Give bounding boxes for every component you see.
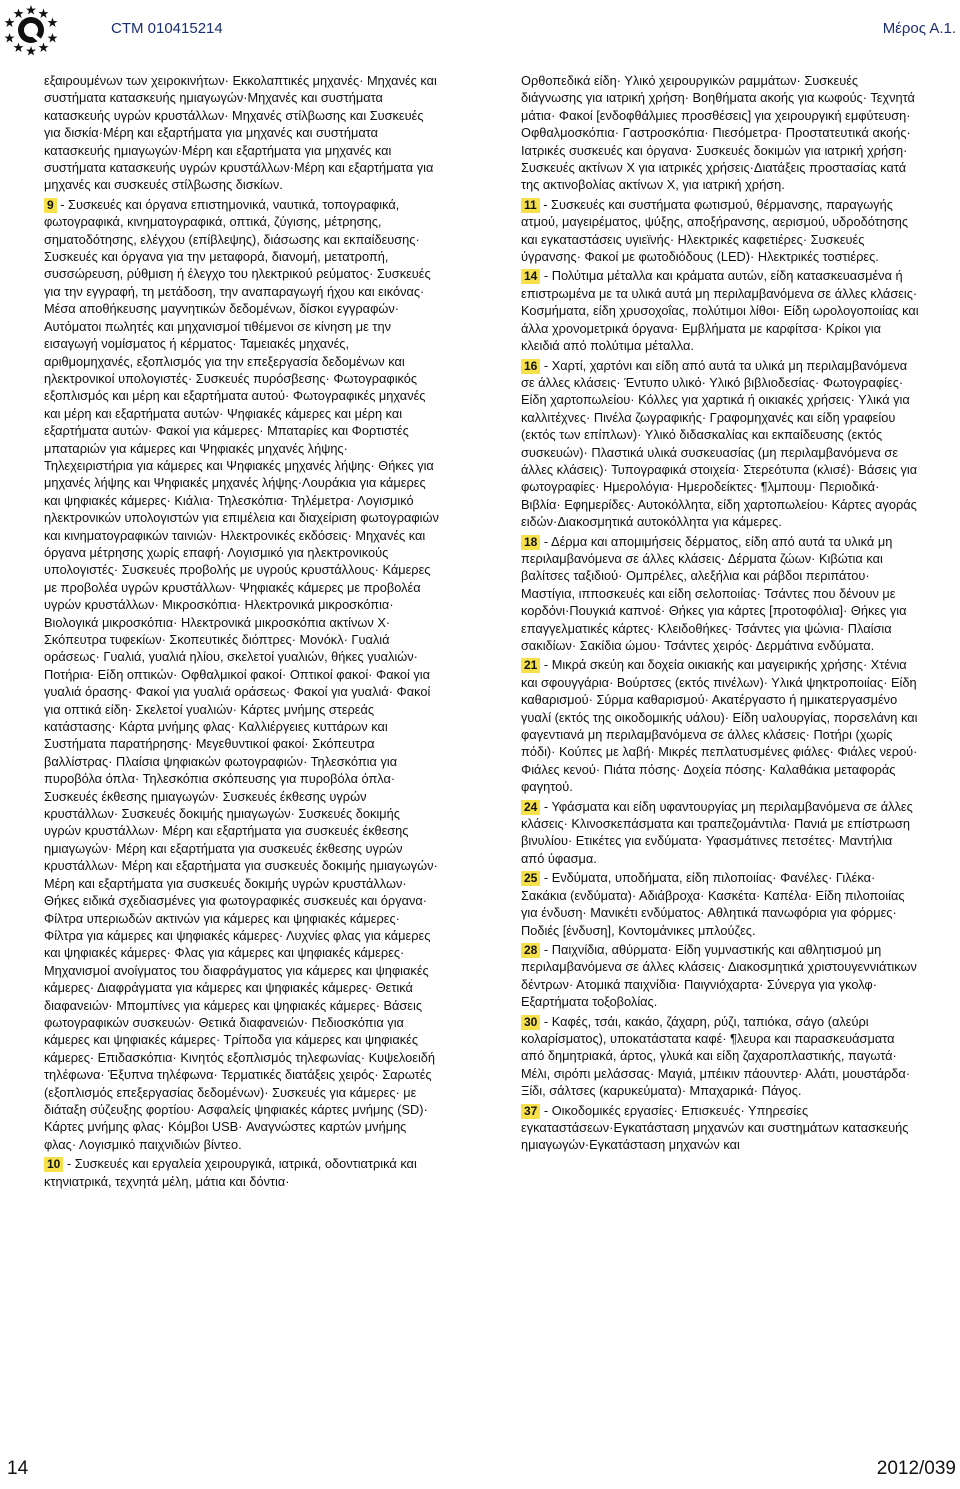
class-number-badge: 25	[521, 871, 540, 886]
left-column	[44, 72, 440, 1192]
class-entry-text: - Συσκευές και συστήματα φωτισμού, θέρμανσης, παραγωγής ατμού, μαγειρέματος, ψύξης, αποξήρανσης, αερισμού, υδροδότησης και εγκαταστάσεις υγιεϊνής· Ηλεκτρικές καφετιέρες· Συσκευές ύγρανσης· Φακοί με φωτοδιόδους (LED)· Ηλεκτρικές τοστιέρες.	[521, 196, 909, 265]
document-id: CTM 010415214	[111, 20, 223, 37]
class-entry	[521, 1013, 919, 1100]
section-label: Μέρος Α.1.	[882, 20, 956, 37]
class-entry	[521, 869, 919, 939]
class-number-badge: 18	[521, 535, 540, 550]
page-number: 14	[7, 1458, 29, 1479]
eu-emblem-icon	[3, 2, 59, 58]
class-number-badge: 9	[44, 198, 57, 213]
class-number-badge: 21	[521, 658, 540, 673]
class-number-badge: 28	[521, 943, 540, 958]
class-entry-text: - Δέρμα και απομιμήσεις δέρματος, είδη από αυτά τα υλικά μη περιλαμβανόμενα σε άλλες κλάσεις· Δέρματα ζώων· Κιβώτια και βαλίτσες ταξιδιού· Ομπρέλες, αλεξήλια και ράβδοι περιπάτου· Μαστίγια, ιπποσκευές και είδη σελοποιίας· Τσάντες που δένουν με κορδόνι·Πουγκιά καπνοέ· Θήκες για κάρτες [προτοφόλια]· Θήκες για επαγγελματικές κάρτες· Κλειδοθήκες· Τσάντες για ψώνια· Πλαίσια σακιδίων· Σακίδια ώμου· Τσάντες χειρός· Δερμάτινα ενδύματα.	[521, 533, 907, 653]
class-entry-text: - Παιχνίδια, αθύρματα· Είδη γυμναστικής και αθλητισμού μη περιλαμβανόμενα σε άλλες κλάσεις· Διακοσμητικά χριστουγεννιάτικων δέντρων· Ατομικά παιχνίδια· Παιγνιόχαρτα· Σύνεργα για γκολφ· Εξαρτήματα τοξοβολίας.	[521, 941, 917, 1010]
class-entry-text: - Υφάσματα και είδη υφαντουργίας μη περιλαμβανόμενα σε άλλες κλάσεις· Κλινοσκεπάσματα και τραπεζομάντιλα· Πανιά με επίστρωση βινυλίου· Ετικέτες για ενδύματα· Υφασμάτινες πετσέτες· Μαντήλια από ύφασμα.	[521, 798, 913, 866]
class-entry-text: - Χαρτί, χαρτόνι και είδη από αυτά τα υλικά μη περιλαμβανόμενα σε άλλες κλάσεις· Έντυπο υλικό· Υλικό βιβλιοδεσίας· Φωτογραφίες· Είδη χαρτοπωλείου· Κόλλες για χαρτικά ή οικιακές χρήσεις· Υλικά για καλλιτέχνες· Πινέλα ζωγραφικής· Γραφομηχανές και είδη γραφείου (εκτός των επίπλων)· Υλικό διδασκαλίας και εκπαίδευσης (εκτός συσκευών)· Πλαστικά υλικά συσκευασίας (μη περιλαμβανόμενα σε άλλες κλάσεις)· Τυπογραφικά στοιχεία· Στερεότυπα (κλισέ)· Βάσεις για φωτογραφίες· Ημερολόγια· Ημεροδείκτες· ¶λμπουμ· Περιοδικά· Βιβλία· Εφημερίδες· Αυτοκόλλητα, είδη χαρτοπωλείου· Κάρτες αγοράς ειδών·Διακοσμητικά αυτοκόλλητα για κάμερες.	[521, 357, 918, 530]
class-number-badge: 10	[44, 1157, 63, 1172]
page-header	[0, 0, 960, 62]
class-number-badge: 37	[521, 1104, 540, 1119]
class-entry	[521, 941, 919, 1011]
class-number-badge: 16	[521, 359, 540, 374]
class-entry-text: - Καφές, τσάι, κακάο, ζάχαρη, ρύζι, ταπιόκα, σάγο (αλεύρι κολαρίσματος), υποκατάστατα καφέ· ¶λευρα και παρασκευάσματα από δημητριακά, άρτος, γλυκά και είδη ζαχαροπλαστικής, παγωτά· Μέλι, σιρόπι μελάσσας· Μαγιά, μπέικιν πάουντερ· Αλάτι, μουστάρδα· Ξίδι, σάλτσες (καρυκεύματα)· Μπαχαρικά· Πάγος.	[521, 1013, 911, 1099]
class-entry-text: - Συσκευές και όργανα επιστημονικά, ναυτικά, τοπογραφικά, φωτογραφικά, κινηματογραφικά, οπτικά, ζύγισης, μέτρησης, σηματοδότησης, ελέγχου (επίβλεψης), διάσωσης και εκπαίδευσης· Συσκευές και όργανα για την μεταφορά, διανομή, μετατροπή, συσσώρευση, ρύθμιση ή έλεγχο του ηλεκτρικού ρεύματος· Συσκευές για την εγγραφή, τη μετάδοση, την αναπαραγωγή ήχου και εικόνας· Μέσα αποθήκευσης μαγνητικών δεδομένων, δίσκοι εγγραφών· Αυτόματοι πωλητές και μηχανισμοί τιθέμενοι σε κίνηση με την εισαγωγή νομίσματος ή κέρματος· Ταμειακές μηχανές, αριθμομηχανές, εξοπλισμός για την επεξεργασία δεδομένων και ηλεκτρονικοί υπολογιστές· Συσκευές πυρόσβεσης· Φωτογραφικός εξοπλισμός και μέρη και εξαρτήματα αυτού· Φωτογραφικές μηχανές και μέρη και εξαρτήματα αυτών· Ψηφιακές κάμερες και μέρη και εξαρτήματα αυτών· Φακοί για κάμερες· Μπαταρίες και Φορτιστές μπαταριών για κάμερες και Ψηφιακές μηχανές λήψης· Τηλεχειριστήρια για κάμερες και Ψηφιακές μηχανές λήψης· Θήκες για μηχανές λήψης και Ψηφιακές μηχανές λήψης·Λουράκια για κάμερες και ψηφιακές κάμερες· Κιάλια· Τηλεσκόπια· Τηλέμετρα· Λογισμικό ηλεκτρονικών υπολογιστών για επιμέλεια και διαχείριση φωτογραφιών και κινηματογραφικών ταινιών· Ηλεκτρονικές εκδόσεις· Μηχανές και όργανα μέτρησης χωρίς επαφή· Λογισμικό για ηλεκτρονικούς υπολογιστές· Συσκευές προβολής με υγρούς κρυστάλλους· Κάμερες με προβολέα υγρών κρυστάλλων· Ψηφιακές κάμερες με προβολέα υγρών κρυστάλλων· Μικροσκόπια· Ηλεκτρονικά μικροσκόπια· Βιολογικά μικροσκόπια· Ηλεκτρονικά μικροσκόπια ακτίνων Χ· Σκόπευτρα τυφεκίων· Σκοπευτικές διόπτρες· Μονόκλ· Γυαλιά οράσεως· Γυαλιά, γυαλιά ηλίου, σκελετοί γυαλιών, θήκες γυαλιών· Ποτήρια· Είδη οπτικών· Οφθαλμικοί φακοί· Οπτικοί φακοί· Φακοί για γυαλιά όρασης· Φακοί για γυαλιά οράσεως· Φακοί για γυαλιά· Φακοί για οπτικά είδη· Σκελετοί γυαλιών· Κάρτες μνήμης στερεάς κατάστασης· Κάρτα μνήμης φλας· Καλλιέργειες κυττάρων και Συστήματα παρατήρησης· Μεγεθυντικοί φακοί· Σκόπευτρα βαλλίστρας· Πλαίσια ψηφιακών φωτογραφιών· Τηλεσκόπια για πυροβόλα όπλα· Τηλεσκόπια σκόπευσης για πυροβόλα όπλα· Συσκευές έκθεσης ημιαγωγών· Συσκευές έκθεσης υγρών κρυστάλλων· Συσκευές δοκιμής ημιαγωγών· Συσκευές δοκιμής υγρών κρυστάλλων· Μέρη και εξαρτήματα για συσκευές έκθεσης ημιαγωγών· Μέρη και εξαρτήματα για συσκευές έκθεσης υγρών κρυστάλλων· Μέρη και εξαρτήματα για συσκευές δοκιμής ημιαγωγών· Μέρη και εξαρτήματα για συσκευές δοκιμής υγρών κρυστάλλων· Θήκες ειδικά σχεδιασμένες για φωτογραφικές συσκευές και όργανα· Φίλτρα υπεριωδών ακτινών για κάμερες και ψηφιακές κάμερες· Φίλτρα για κάμερες και ψηφιακές κάμερες· Λυχνίες φλας για κάμερες και ψηφιακές κάμερες· Φλας για κάμερες και ψηφιακές κάμερες· Μηχανισμοί ανοίγματος του διαφράγματος για κάμερες και ψηφιακές κάμερες· Διαφράγματα για κάμερες και ψηφιακές κάμερες· Θετικά διαφανειών· Μπομπίνες για κάμερες και ψηφιακές κάμερες· Βάσεις φωτογραφικών συσκευών· Θετικά διαφανειών· Πεδιοσκόπια για κάμερες και ψηφιακές κάμερες· Τρίποδα για κάμερες και ψηφιακές κάμερες· Επιδασκόπια· Κινητός εξοπλισμός τηλεφωνίας· Κυψελοειδή τηλέφωνα· Έξυπνα τηλέφωνα· Τερματικές διατάξεις χειρός· Σαρωτές (εξοπλισμός επεξεργασίας δεδομένων)· Συσκευές για κάμερες· με διάταξη σύζευξης φορτίου· Ασφαλείς ψηφιακές κάρτες μνήμης (SD)· Κάρτες μνήμης φλας· Κόμβοι USB· Αναγνώστες καρτών μνήμης φλας· Λογισμικό παιχνιδιών βίντεο.	[44, 196, 439, 1152]
class-number-badge: 14	[521, 269, 540, 284]
continuation-paragraph: Ορθοπεδικά είδη· Υλικό χειρουργικών ραμμάτων· Συσκευές διάγνωσης για ιατρική χρήση· Βοηθήματα ακοής για κωφούς· Τεχνητά μάτια· Φακοί [ενδοφθάλμιες προσθέσεις] για χειρουργική εμφύτευση· Οφθαλμοσκόπια· Γαστροσκόπια· Πιεσόμετρα· Προστατευτικά ακοής· Ιατρικές συσκευές και όργανα· Συσκευές δοκιμών για ιατρική χρήση· Συσκευές ακτίνων Χ για ιατρικές χρήσεις·Διατάξεις προστασίας κατά της ακτινοβολίας ακτίνων Χ, για ιατρική χρήση.	[521, 73, 915, 193]
class-entry	[521, 533, 919, 655]
class-entry-text: - Συσκευές και εργαλεία χειρουργικά, ιατρικά, οδοντιατρικά και κτηνιατρικά, τεχνητά μέλη, μάτια και δόντια·	[44, 1156, 417, 1189]
class-entry-text: - Ενδύματα, υποδήματα, είδη πιλοποιίας· Φανέλες· Γιλέκα· Σακάκια (ενδύματα)· Αδιάβροχα· Κασκέτα· Καπέλα· Είδη πιλοποιίας για ένδυση· Μανικέτι ενδύματος· Αθλητικά πανωφόρια για φόρμες· Ποδιές [ένδυση], Κοντομάνικες μπλούζες.	[521, 870, 905, 938]
class-entry	[44, 1155, 440, 1190]
class-entry	[521, 798, 919, 868]
class-entry	[521, 357, 919, 531]
class-entry	[521, 267, 919, 354]
class-entry	[521, 196, 919, 266]
class-entry-text: - Μικρά σκεύη και δοχεία οικιακής και μαγειρικής χρήσης· Χτένια και σφουγγάρια· Βούρτσες (εκτός πινέλων)· Υλικά ψηκτροποιίας· Είδη καθαρισμού· Σύρμα καθαρισμού· Ακατέργαστο ή ημικατεργασμένο γυαλί (εκτός της οικοδομικής υάλου)· Είδη υαλουργίας, πορσελάνη και φαγεντιανά μη περιλαμβανόμενα σε άλλες κλάσεις· Ποτήρι (χωρίς πόδι)· Κούπες με λαβή· Μικρές πεπλατυσμένες φιάλες· Φιάλες νερού· Φιάλες κενού· Πιάτα πόσης· Δοχεία πόσης· Καλαθάκια μεταφοράς φαγητού.	[521, 657, 918, 795]
class-number-badge: 30	[521, 1015, 540, 1030]
class-entry-text: - Πολύτιμα μέταλλα και κράματα αυτών, είδη κατασκευασμένα ή επιστρωμένα με τα υλικά αυτά μη περιλαμβανόμενα σε άλλες κλάσεις· Κοσμήματα, είδη χρυσοχοΐας, πολύτιμοι λίθοι· Είδη ωρολογοποιίας και άλλα χρονομετρικά όργανα· Εμβλήματα με καρφίτσα· Κρίκοι για κλειδιά από πολύτιμα μέταλλα.	[521, 268, 919, 354]
class-entry	[521, 1102, 919, 1154]
continuation-paragraph: εξαιρουμένων των χειροκινήτων· Εκκολαπτικές μηχανές· Μηχανές και συστήματα κατασκευής ημιαγωγών·Μηχανές και συστήματα κατασκευής υγρών κρυστάλλων· Μηχανές στίλβωσης και Συσκευές για δισκία·Μέρη και εξαρτήματα για μηχανές και συστήματα κατασκευής ημιαγωγών·Μέρη και εξαρτήματα για μηχανές και συστήματα κατασκευής υγρών κρυστάλλων·Μέρη και εξαρτήματα για μηχανές και συσκευές στίλβωσης δισκίων.	[44, 73, 437, 193]
class-entry-text: - Οικοδομικές εργασίες· Επισκευές· Υπηρεσίες εγκαταστάσεων·Εγκατάσταση μηχανών και συστημάτων κατασκευής ημιαγωγών·Εγκατάσταση μηχανών και	[521, 1102, 909, 1153]
bulletin-number: 2012/039	[876, 1458, 956, 1479]
class-number-badge: 11	[521, 198, 540, 213]
class-entry	[44, 196, 440, 1153]
right-column	[521, 72, 919, 1156]
class-number-badge: 24	[521, 800, 540, 815]
class-entry	[521, 656, 919, 795]
